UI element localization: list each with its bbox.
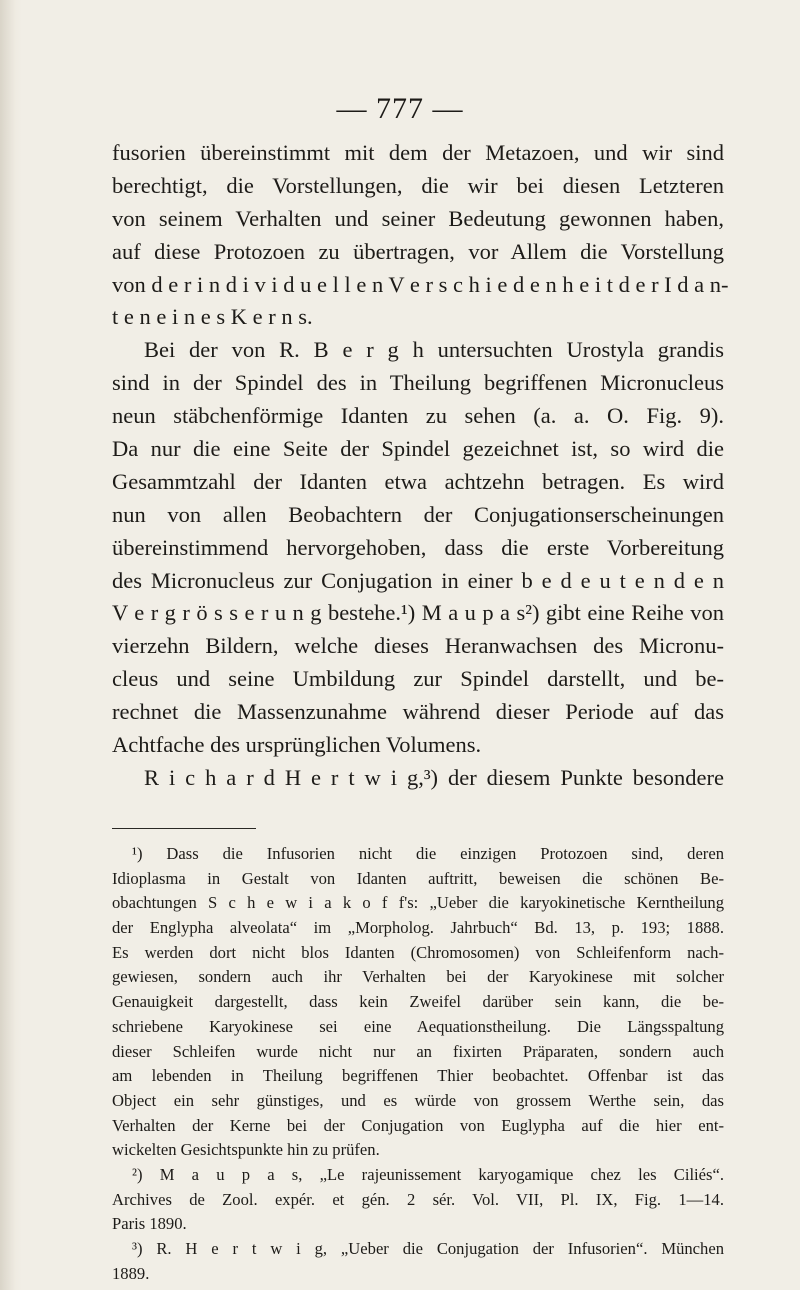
footnote-separator xyxy=(112,828,256,829)
text-line: Da nur die eine Seite der Spindel gezeichnet ist, so wird die xyxy=(112,436,724,462)
footnote-line: ³) R. H e r t w i g, „Ueber die Conjugation der Infusorien“. München xyxy=(132,1239,724,1258)
text-line: übereinstimmend hervorgehoben, dass die erste Vorbereitung xyxy=(112,534,724,560)
footnote-line: Paris 1890. xyxy=(112,1214,187,1234)
text-line: Achtfache des ursprünglichen Volumens. xyxy=(112,732,482,758)
footnote-line: Genauigkeit dargestellt, dass kein Zweifel darüber sein kann, die be- xyxy=(112,992,724,1012)
footnote-line: ²) M a u p a s, „Le rajeunissement karyogamique chez les Ciliés“. xyxy=(132,1164,724,1184)
footnote-line: obachtungen S c h e w i a k o f f's: „Ueber die karyokinetische Kerntheilung xyxy=(112,893,724,913)
footnote-line: am lebenden in Theilung begriffenen Thier beobachtet. Offenbar ist das xyxy=(112,1066,724,1086)
text-line: V e r g r ö s s e r u n g bestehe.¹) M a u p a s²) gibt eine Reihe von xyxy=(112,600,724,626)
text-line: von seinem Verhalten und seiner Bedeutung gewonnen haben, xyxy=(112,205,724,231)
main-text xyxy=(112,137,729,795)
text-line: rechnet die Massenzunahme während dieser Periode auf das xyxy=(112,699,724,725)
text-line: sind in der Spindel des in Theilung begriffenen Micronucleus xyxy=(112,370,724,396)
footnotes xyxy=(112,842,724,1286)
footnote-line: wickelten Gesichtspunkte hin zu prüfen. xyxy=(112,1140,380,1160)
page-gutter xyxy=(0,0,22,1290)
footnote-line: ¹) Dass die Infusorien nicht die einzigen Protozoen sind, deren xyxy=(132,844,724,863)
footnote-line: gewiesen, sondern auch ihr Verhalten bei der Karyokinese mit solcher xyxy=(112,967,724,987)
footnote-line: der Englypha alveolata“ im „Morpholog. Jahrbuch“ Bd. 13, p. 193; 1888. xyxy=(112,918,724,938)
footnote-line: dieser Schleifen wurde nicht nur an fixirten Präparaten, sondern auch xyxy=(112,1041,724,1061)
text-line: cleus und seine Umbildung zur Spindel darstellt, und be- xyxy=(112,666,724,692)
footnote-line: Archives de Zool. expér. et gén. 2 sér. Vol. VII, Pl. IX, Fig. 1—14. xyxy=(112,1189,724,1209)
text-line: neun stäbchenförmige Idanten zu sehen (a. a. O. Fig. 9). xyxy=(112,403,724,429)
footnote-line: Idioplasma in Gestalt von Idanten auftritt, beweisen die schönen Be- xyxy=(112,868,724,888)
text-line: berechtigt, die Vorstellungen, die wir bei diesen Letzteren xyxy=(112,172,724,198)
text-line: nun von allen Beobachtern der Conjugationserscheinungen xyxy=(112,501,724,527)
text-line: t e n e i n e s K e r n s. xyxy=(112,304,313,330)
text-line: fusorien übereinstimmt mit dem der Metazoen, und wir sind xyxy=(112,140,724,165)
text-line: vierzehn Bildern, welche dieses Heranwachsen des Micronu- xyxy=(112,633,724,659)
text-line: Gesammtzahl der Idanten etwa achtzehn betragen. Es wird xyxy=(112,468,724,494)
page-number: — 777 — xyxy=(336,92,464,125)
footnote-line: Object ein sehr günstiges, und es würde von grossem Werthe sein, das xyxy=(112,1090,724,1110)
footnote-line: 1889. xyxy=(112,1263,150,1283)
text-line: des Micronucleus zur Conjugation in einer b e d e u t e n d e n xyxy=(112,567,724,593)
footnote-line: Verhalten der Kerne bei der Conjugation von Euglypha auf die hier ent- xyxy=(112,1115,724,1135)
text-line: Bei der von R. B e r g h untersuchten Urostyla grandis xyxy=(144,337,724,363)
footnote-line: schriebene Karyokinese sei eine Aequationstheilung. Die Längsspaltung xyxy=(112,1016,724,1036)
text-line: R i c h a r d H e r t w i g,³) der diesem Punkte besondere xyxy=(144,764,724,790)
text-line: von d e r i n d i v i d u e l l e n V e r s c h i e d e n h e i t d e r I d a n- xyxy=(112,271,729,297)
text-line: auf diese Protozoen zu übertragen, vor Allem die Vorstellung xyxy=(112,238,724,264)
footnote-line: Es werden dort nicht blos Idanten (Chromosomen) von Schleifenform nach- xyxy=(112,942,724,962)
